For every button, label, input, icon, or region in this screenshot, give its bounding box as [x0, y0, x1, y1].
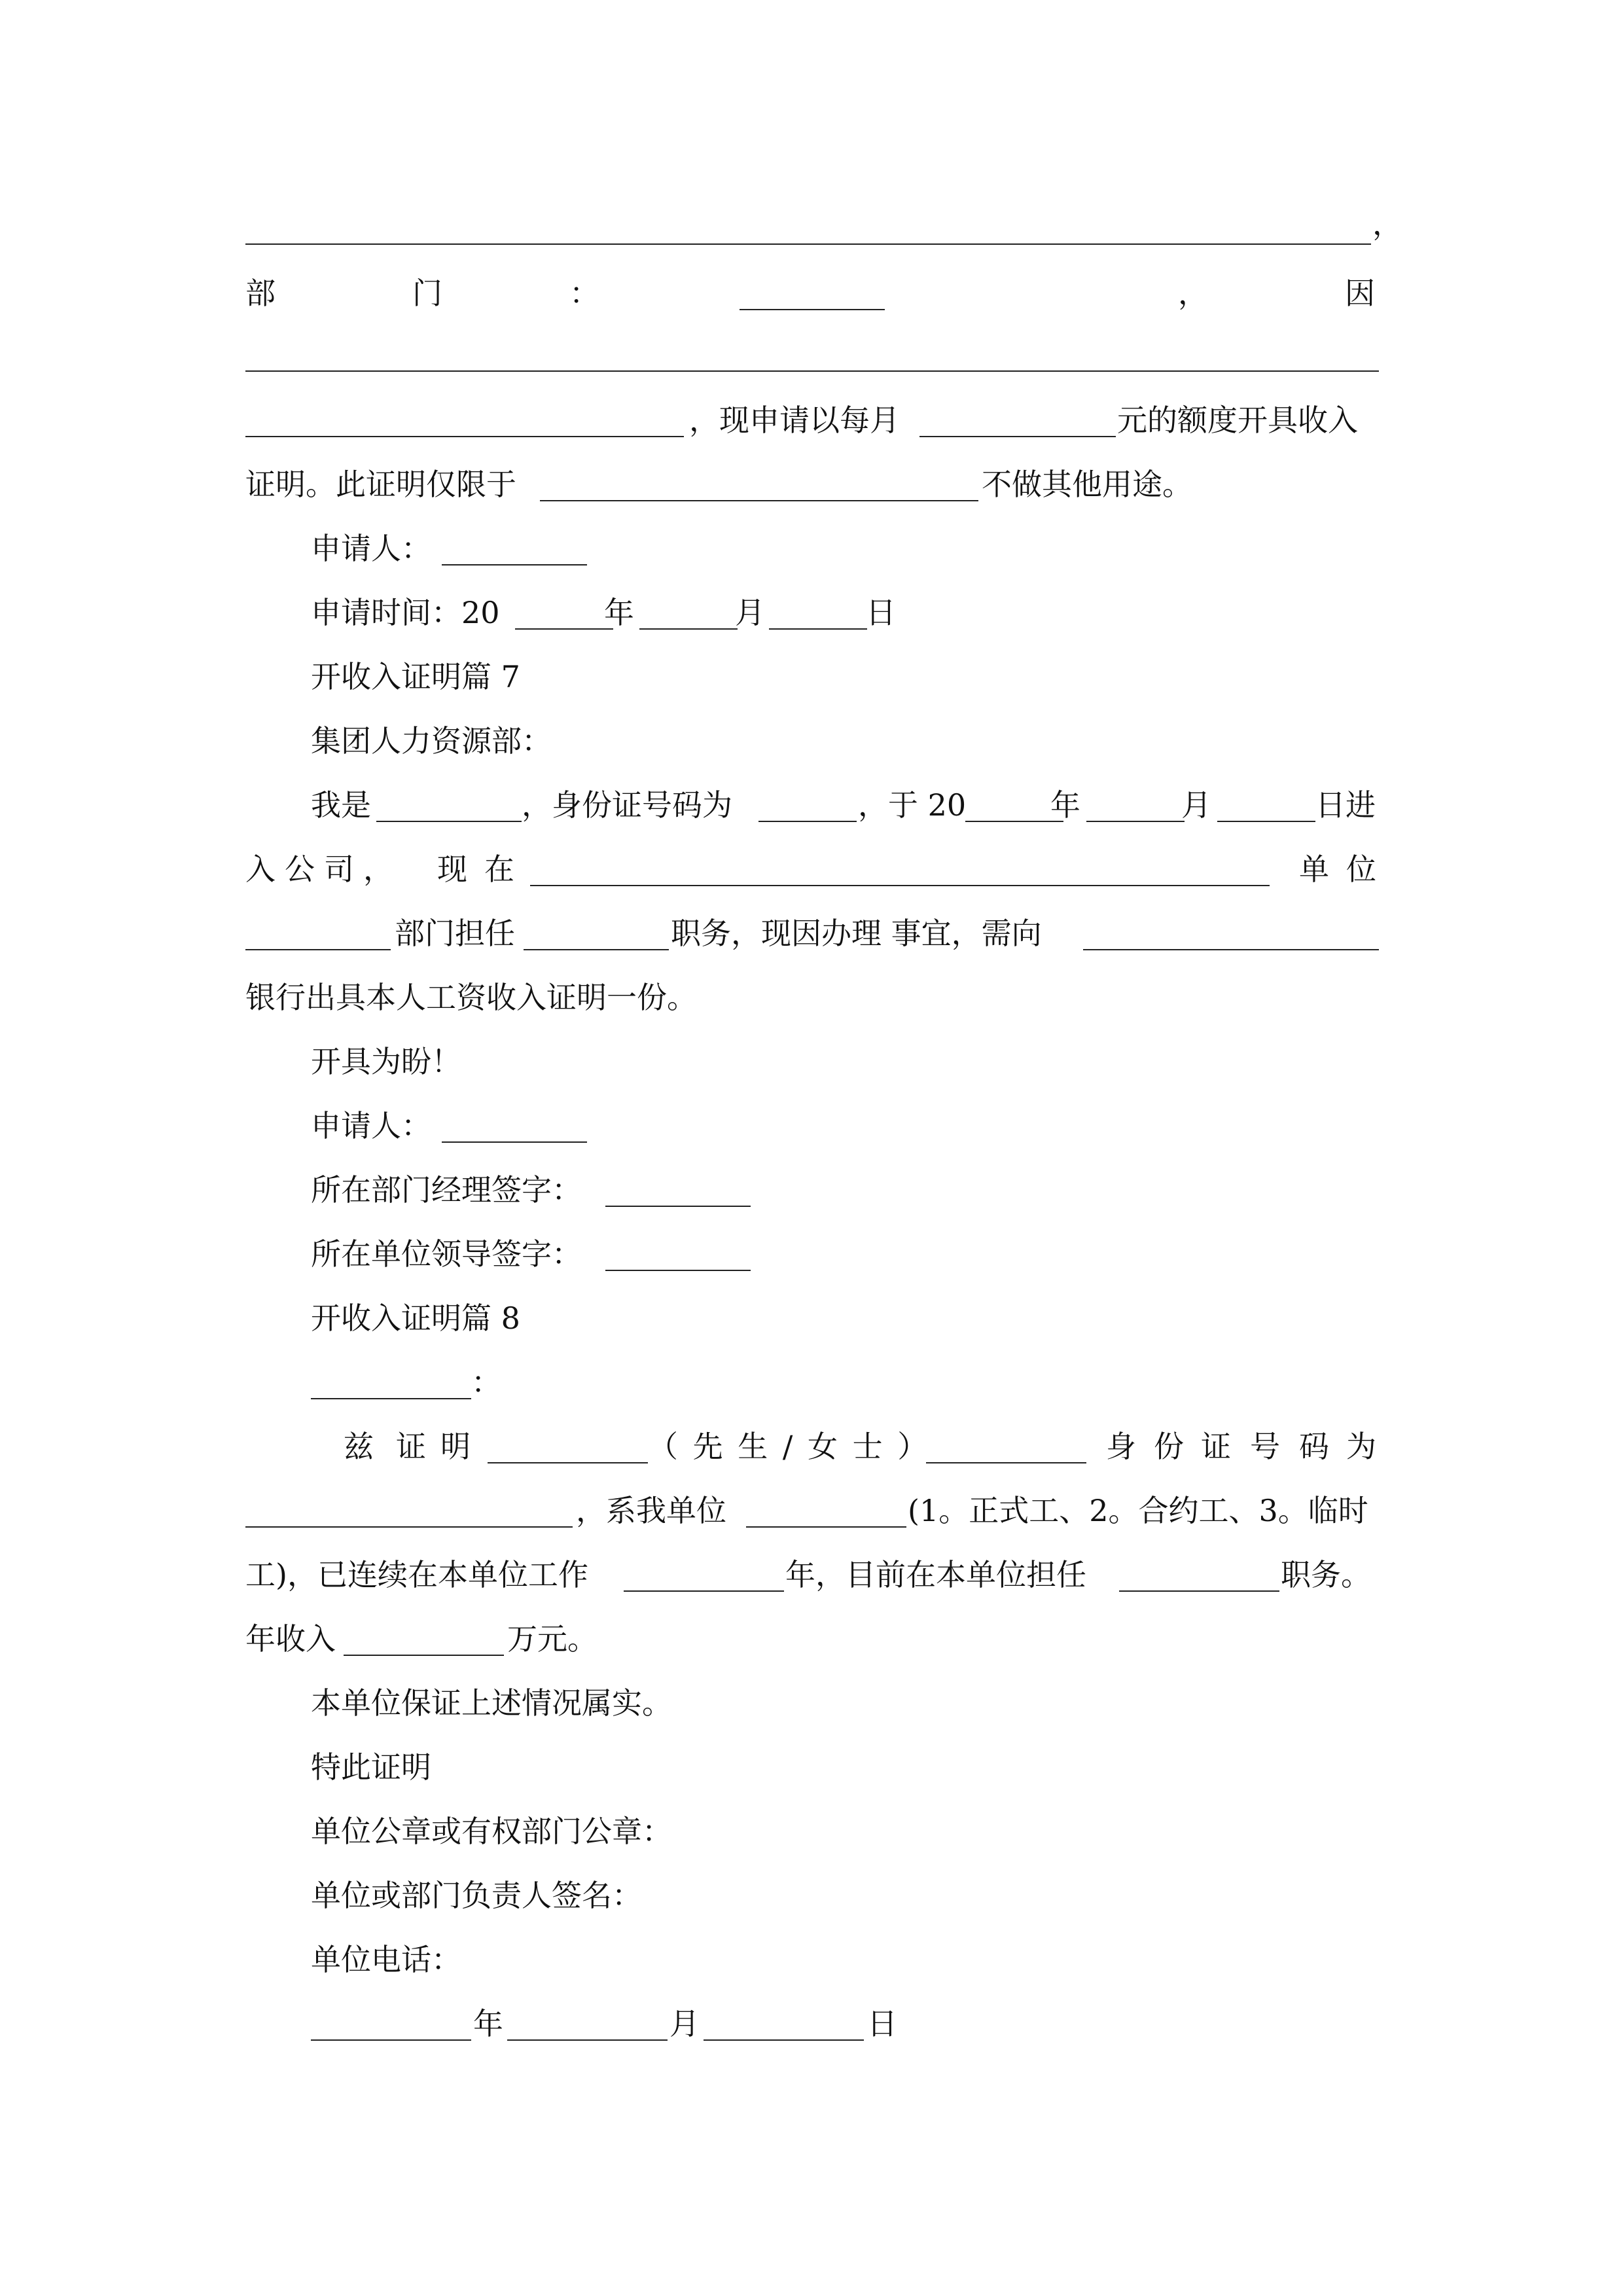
- doc-line-certify-8: [245, 1427, 1379, 1466]
- month-blank: [1086, 793, 1185, 822]
- day-blank: [704, 2012, 864, 2041]
- doc-line-applicant-7: [311, 1106, 1379, 1145]
- name-blank-2: [926, 1435, 1086, 1463]
- doc-line-intro: [311, 785, 1379, 825]
- doc-line-sign-date: [311, 2004, 1379, 2043]
- text-comma: ，: [1372, 206, 1402, 242]
- doc-line-reason: [245, 335, 1379, 374]
- text-char: 在: [484, 852, 514, 887]
- reason-blank: [245, 343, 1379, 372]
- applicant-blank: [442, 537, 587, 565]
- text-day: 日: [866, 595, 896, 630]
- doc-line-date: [311, 593, 1379, 632]
- dept-manager-blank: [605, 1178, 751, 1207]
- text-char: 位: [1346, 852, 1376, 887]
- doc-line-apply: [245, 401, 1379, 440]
- seal-label: 单位公章或有权部门公章：: [311, 1814, 672, 1849]
- day-blank: [1217, 793, 1315, 822]
- doc-line-company: [245, 850, 1379, 889]
- id-blank: [245, 1499, 573, 1528]
- text-char: 入: [245, 852, 276, 887]
- text-gender: （ 先 生 / 女 士 ）: [648, 1429, 931, 1464]
- text-year: 年: [604, 595, 634, 630]
- day-blank: [769, 601, 867, 630]
- doc-line-1: [245, 206, 1402, 247]
- doc-line-dept-manager: [311, 1170, 1379, 1210]
- text-char: 证: [396, 1429, 426, 1464]
- name-blank: [376, 793, 522, 822]
- text: 工)，已连续在本单位工作: [245, 1557, 588, 1592]
- applicant-blank: [442, 1114, 587, 1143]
- month-blank: [507, 2012, 668, 2041]
- type-blank: [746, 1499, 906, 1528]
- certify-text: 特此证明: [311, 1749, 431, 1785]
- id-blank: [758, 793, 857, 822]
- signer-label: 单位或部门负责人签名：: [311, 1878, 642, 1913]
- dept-manager-label: 所在部门经理签字：: [311, 1172, 582, 1208]
- year-blank: [965, 793, 1063, 822]
- dept-blank: [245, 922, 391, 950]
- years-blank: [624, 1563, 784, 1592]
- year-blank: [515, 601, 613, 630]
- applicant-label: 申请人：: [311, 531, 431, 566]
- doc-line-applicant: [311, 529, 1379, 568]
- name-blank: [488, 1435, 648, 1463]
- blank-field: [245, 408, 684, 437]
- month-blank: [639, 601, 738, 630]
- unit-leader-blank: [605, 1242, 751, 1271]
- amount-blank: [919, 408, 1116, 437]
- text: 我是: [311, 787, 371, 823]
- text: ，身份证号码为: [522, 787, 732, 823]
- text-char: 份: [1154, 1429, 1184, 1464]
- text-purpose-start: 证明。此证明仅限于: [245, 467, 516, 502]
- doc-line-employee-type: [245, 1491, 1379, 1530]
- text-month: 月: [669, 2006, 700, 2041]
- addressee-blank: [311, 1371, 471, 1399]
- department-blank: [740, 281, 885, 310]
- text-purpose-end: 不做其他用途。: [982, 467, 1192, 502]
- text-char: 号: [1250, 1429, 1280, 1464]
- text: 万元。: [507, 1621, 597, 1657]
- position-blank: [1119, 1563, 1279, 1592]
- text-char: 为: [1346, 1429, 1376, 1464]
- addressee: 集团人力资源部：: [311, 723, 552, 759]
- text: 年，目前在本单位担任: [785, 1557, 1086, 1592]
- section-heading: 开收入证明篇 8: [311, 1300, 520, 1336]
- doc-line-unit-leader: [311, 1234, 1379, 1274]
- text: ，系我单位: [576, 1493, 726, 1528]
- text-comma: ，: [1178, 276, 1208, 311]
- text: 年: [1050, 787, 1080, 823]
- doc-line-position: [245, 914, 1379, 953]
- text-char: 门: [412, 276, 442, 311]
- text-char: 证: [1201, 1429, 1231, 1464]
- text-char: 码: [1299, 1429, 1329, 1464]
- text-char: 明: [440, 1429, 471, 1464]
- text: 部门担任: [395, 916, 515, 951]
- doc-line-addressee-8: [311, 1363, 1379, 1402]
- purpose-blank: [540, 473, 978, 501]
- text-char: 因: [1345, 276, 1375, 311]
- doc-line-dept: [245, 274, 1379, 313]
- text-char: 司: [324, 852, 354, 887]
- closing-text: 开具为盼！: [311, 1044, 461, 1079]
- text-char: ，: [363, 852, 393, 887]
- text: 月: [1181, 787, 1211, 823]
- doc-line-income: [245, 1619, 1379, 1659]
- blank-field: [245, 216, 1371, 245]
- text: 职务，现因办理 事宜，需向: [671, 916, 1042, 951]
- doc-line-tenure: [245, 1555, 1379, 1594]
- date-label: 申请时间：20: [311, 595, 500, 630]
- position-blank: [524, 922, 669, 950]
- text-char: 现: [437, 852, 467, 887]
- text: ，于 20: [858, 787, 967, 823]
- applicant-label: 申请人：: [311, 1108, 431, 1143]
- text-apply: ，现申请以每月: [689, 403, 900, 438]
- text-colon: ：: [471, 1365, 501, 1400]
- unit-leader-label: 所在单位领导签字：: [311, 1236, 582, 1272]
- text: (1。正式工、2。合约工、3。临时: [908, 1493, 1368, 1528]
- unit-blank: [530, 857, 1270, 886]
- text-char: 单: [1299, 852, 1329, 887]
- text: 日进: [1315, 787, 1376, 823]
- year-blank: [311, 2012, 471, 2041]
- text-char: 兹: [344, 1429, 374, 1464]
- text-month: 月: [735, 595, 765, 630]
- guarantee-text: 本单位保证上述情况属实。: [311, 1685, 672, 1721]
- text-char: 公: [285, 852, 315, 887]
- text-amount-suffix: 元的额度开具收入: [1117, 403, 1358, 438]
- text-char: 部: [245, 276, 276, 311]
- text: 职务。: [1281, 1557, 1371, 1592]
- doc-line-purpose: [245, 465, 1379, 504]
- doc-line-bank: 银行出具本人工资收入证明一份。: [245, 980, 697, 1015]
- text-char: ：: [569, 276, 599, 311]
- text-year: 年: [473, 2006, 503, 2041]
- text: 年收入: [245, 1621, 336, 1657]
- bank-blank: [1083, 922, 1379, 950]
- text-char: 身: [1106, 1429, 1136, 1464]
- section-heading: 开收入证明篇 7: [311, 659, 520, 694]
- phone-label: 单位电话：: [311, 1942, 461, 1977]
- text-day: 日: [867, 2006, 897, 2041]
- income-blank: [344, 1627, 504, 1656]
